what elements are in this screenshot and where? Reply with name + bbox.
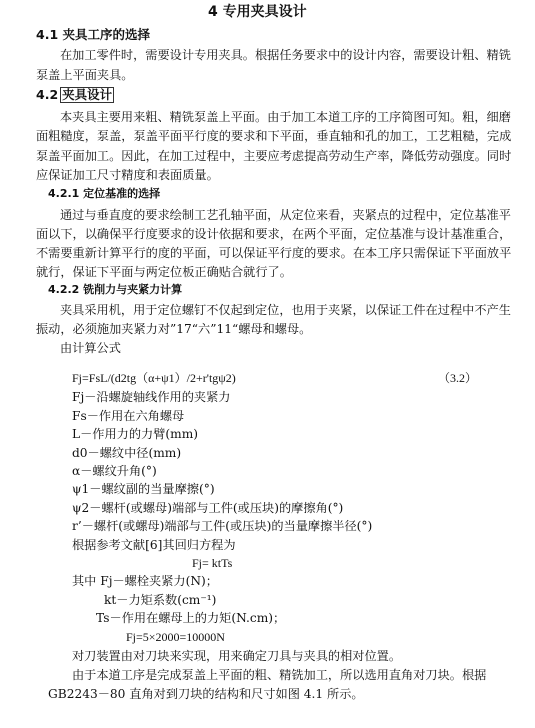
result-equation: Fj=5×2000=10000N [126, 630, 225, 644]
definition-fj: Fj－沿螺旋轴线作用的夹紧力 [72, 390, 231, 404]
formula-number: （3.2） [437, 371, 477, 385]
regression-equation: Fj= ktTs [192, 556, 233, 570]
section-4-1-line-1: 在加工零件时，需要设计专用夹具。根据任务要求中的设计内容，需要设计粗、精铣 [60, 48, 511, 62]
where-line-1: 其中 Fj－螺栓夹紧力(N)； [72, 574, 218, 588]
clamping-force-formula: Fj=FsL/(d2tg（α+ψ1）/2+r'tgψ2) [72, 371, 236, 385]
section-4-2-2-line-1: 夹具采用机，用于定位螺钉不仅起到定位，也用于夹紧，以保证工件在过程中不产生 [60, 303, 511, 317]
closing-line-1: 对刀装置由对刀块来实现，用来确定刀具与夹具的相对位置。 [72, 649, 402, 663]
definition-psi2: ψ2－螺杆(或螺母)端部与工件(或压块)的摩擦角(°) [72, 501, 344, 515]
section-4-2-1-heading: 4.2.1 定位基准的选择 [48, 187, 161, 200]
section-4-2-1-line-4: 就行，保证下平面与两定位板正确贴合就行了。 [36, 265, 292, 279]
section-4-2-2-heading: 4.2.2 铣削力与夹紧力计算 [48, 283, 183, 296]
chapter-title: 4 专用夹具设计 [208, 4, 307, 20]
where-line-2: kt－力矩系数(cm⁻¹) [104, 593, 217, 607]
section-4-2-line-4: 应保证加工尺寸精度和表面质量。 [36, 168, 219, 182]
definition-r-prime: r’－螺杆(或螺母)端部与工件(或压块)的当量摩擦半径(°) [72, 519, 373, 533]
section-4-2-2-line-3: 由计算公式 [60, 341, 121, 355]
section-4-2-1-line-1: 通过与垂直度的要求绘制工艺孔轴平面，从定位来看，夹紧点的过程中，定位基准平 [60, 208, 511, 222]
section-4-2-1-line-2: 面以下，以确保平行度要求的设计依据和要求，在两个平面，定位基准与设计基准重合， [36, 227, 512, 241]
definition-psi1: ψ1－螺纹副的当量摩擦(°) [72, 482, 215, 496]
definition-l: L－作用力的力臂(mm) [72, 427, 199, 441]
where-line-3: Ts－作用在螺母上的力矩(N.cm)； [96, 611, 286, 625]
reference-line: 根据参考文献[6]其回归方程为 [72, 538, 236, 552]
section-4-2-2-line-2: 振动，必须施加夹紧力对”17“六”11“螺母和螺母。 [36, 322, 312, 336]
section-4-2-title-box: 夹具设计 [62, 87, 113, 102]
section-4-2-line-1: 本夹具主要用来粗、精铣泵盖上平面。由于加工本道工序的工序简图可知。粗，细磨 [60, 110, 511, 124]
closing-line-3: GB2243－80 直角对到刀块的结构和尺寸如图 4.1 所示。 [48, 687, 364, 701]
section-4-1-line-2: 泵盖上平面夹具。 [36, 68, 134, 82]
definition-d0: d0－螺纹中径(mm) [72, 446, 182, 460]
section-4-2-number: 4.2 [36, 87, 59, 102]
section-4-2-1-line-3: 不需要重新计算平行的度的平面，可以保证平行度的要求。在本工序只需保证下平面放平 [36, 246, 512, 260]
definition-alpha: α－螺纹升角(°) [72, 464, 157, 478]
section-4-2-heading [36, 87, 114, 103]
section-4-2-line-3: 泵盖平面加工。因此，在加工过程中，主要应考虑提高劳动生产率，降低劳动强度。同时 [36, 149, 512, 163]
definition-fs: Fs－作用在六角螺母 [72, 409, 185, 423]
section-4-2-line-2: 面粗糙度，泵盖，泵盖平面平行度的要求和下平面，垂直轴和孔的加工，工艺粗糙，完成 [36, 129, 512, 143]
section-4-1-heading: 4.1 夹具工序的选择 [36, 27, 150, 42]
closing-line-2: 由于本道工序是完成泵盖上平面的粗、精铣加工，所以选用直角对刀块。根据 [72, 668, 487, 682]
